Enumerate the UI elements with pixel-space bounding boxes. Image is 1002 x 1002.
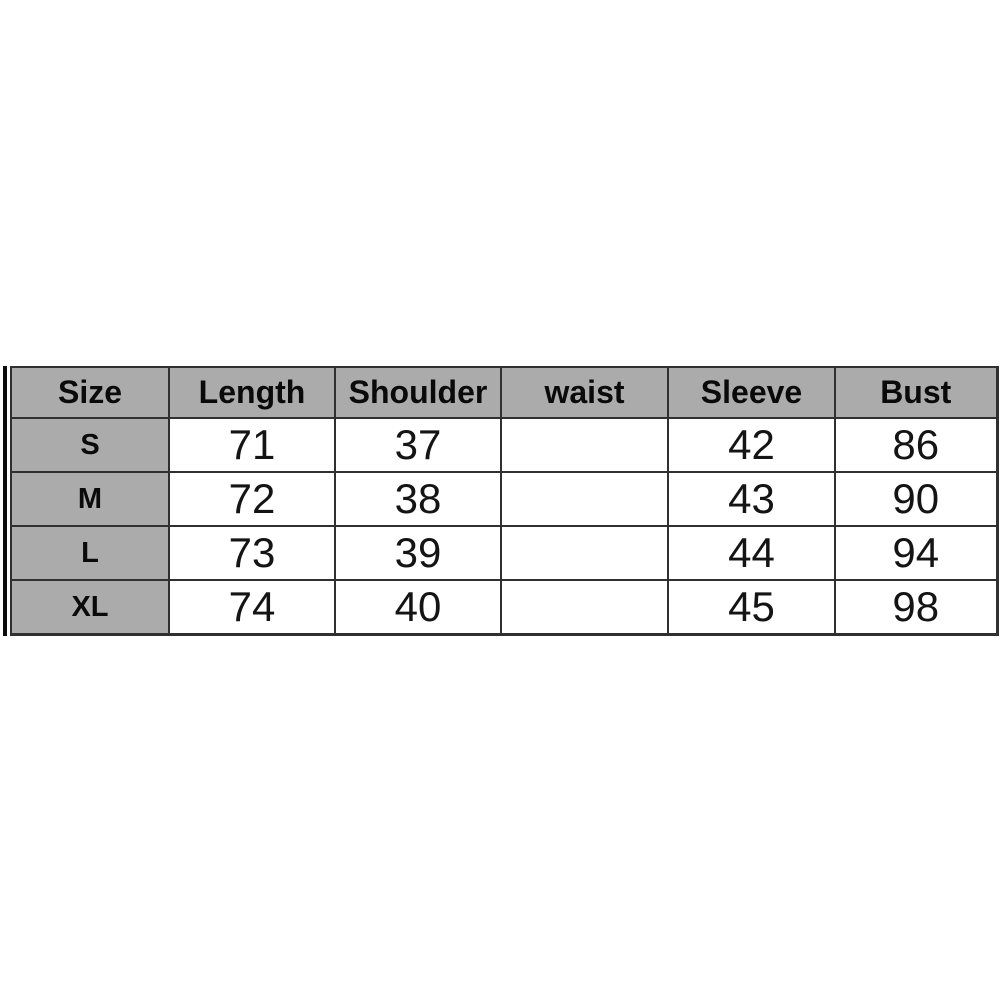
cell-xl-length: 74 bbox=[169, 580, 335, 635]
column-header-sleeve: Sleeve bbox=[668, 367, 835, 418]
table-row-m bbox=[11, 472, 997, 526]
table-row-s bbox=[11, 418, 997, 472]
size-chart-table bbox=[10, 366, 999, 636]
column-header-length: Length bbox=[169, 367, 335, 418]
cell-s-length: 71 bbox=[169, 418, 335, 472]
column-header-waist: waist bbox=[501, 367, 668, 418]
cell-xl-bust: 98 bbox=[835, 580, 997, 635]
column-header-size: Size bbox=[11, 367, 169, 418]
cell-m-shoulder: 38 bbox=[335, 472, 501, 526]
cell-xl-waist bbox=[501, 580, 668, 635]
cell-s-shoulder: 37 bbox=[335, 418, 501, 472]
cell-s-waist bbox=[501, 418, 668, 472]
cell-l-shoulder: 39 bbox=[335, 526, 501, 580]
cell-m-length: 72 bbox=[169, 472, 335, 526]
table-row-l bbox=[11, 526, 997, 580]
row-label-m: M bbox=[11, 472, 169, 526]
header-row bbox=[11, 367, 997, 418]
cell-m-waist bbox=[501, 472, 668, 526]
column-header-shoulder: Shoulder bbox=[335, 367, 501, 418]
cell-s-sleeve: 42 bbox=[668, 418, 835, 472]
cell-l-sleeve: 44 bbox=[668, 526, 835, 580]
cell-s-bust: 86 bbox=[835, 418, 997, 472]
row-label-s: S bbox=[11, 418, 169, 472]
row-label-xl: XL bbox=[11, 580, 169, 635]
cell-m-sleeve: 43 bbox=[668, 472, 835, 526]
size-chart-container bbox=[3, 366, 999, 636]
cell-l-length: 73 bbox=[169, 526, 335, 580]
row-label-l: L bbox=[11, 526, 169, 580]
cell-l-waist bbox=[501, 526, 668, 580]
left-edge-stripe bbox=[3, 366, 7, 636]
table-row-xl bbox=[11, 580, 997, 635]
cell-l-bust: 94 bbox=[835, 526, 997, 580]
cell-m-bust: 90 bbox=[835, 472, 997, 526]
cell-xl-shoulder: 40 bbox=[335, 580, 501, 635]
column-header-bust: Bust bbox=[835, 367, 997, 418]
cell-xl-sleeve: 45 bbox=[668, 580, 835, 635]
